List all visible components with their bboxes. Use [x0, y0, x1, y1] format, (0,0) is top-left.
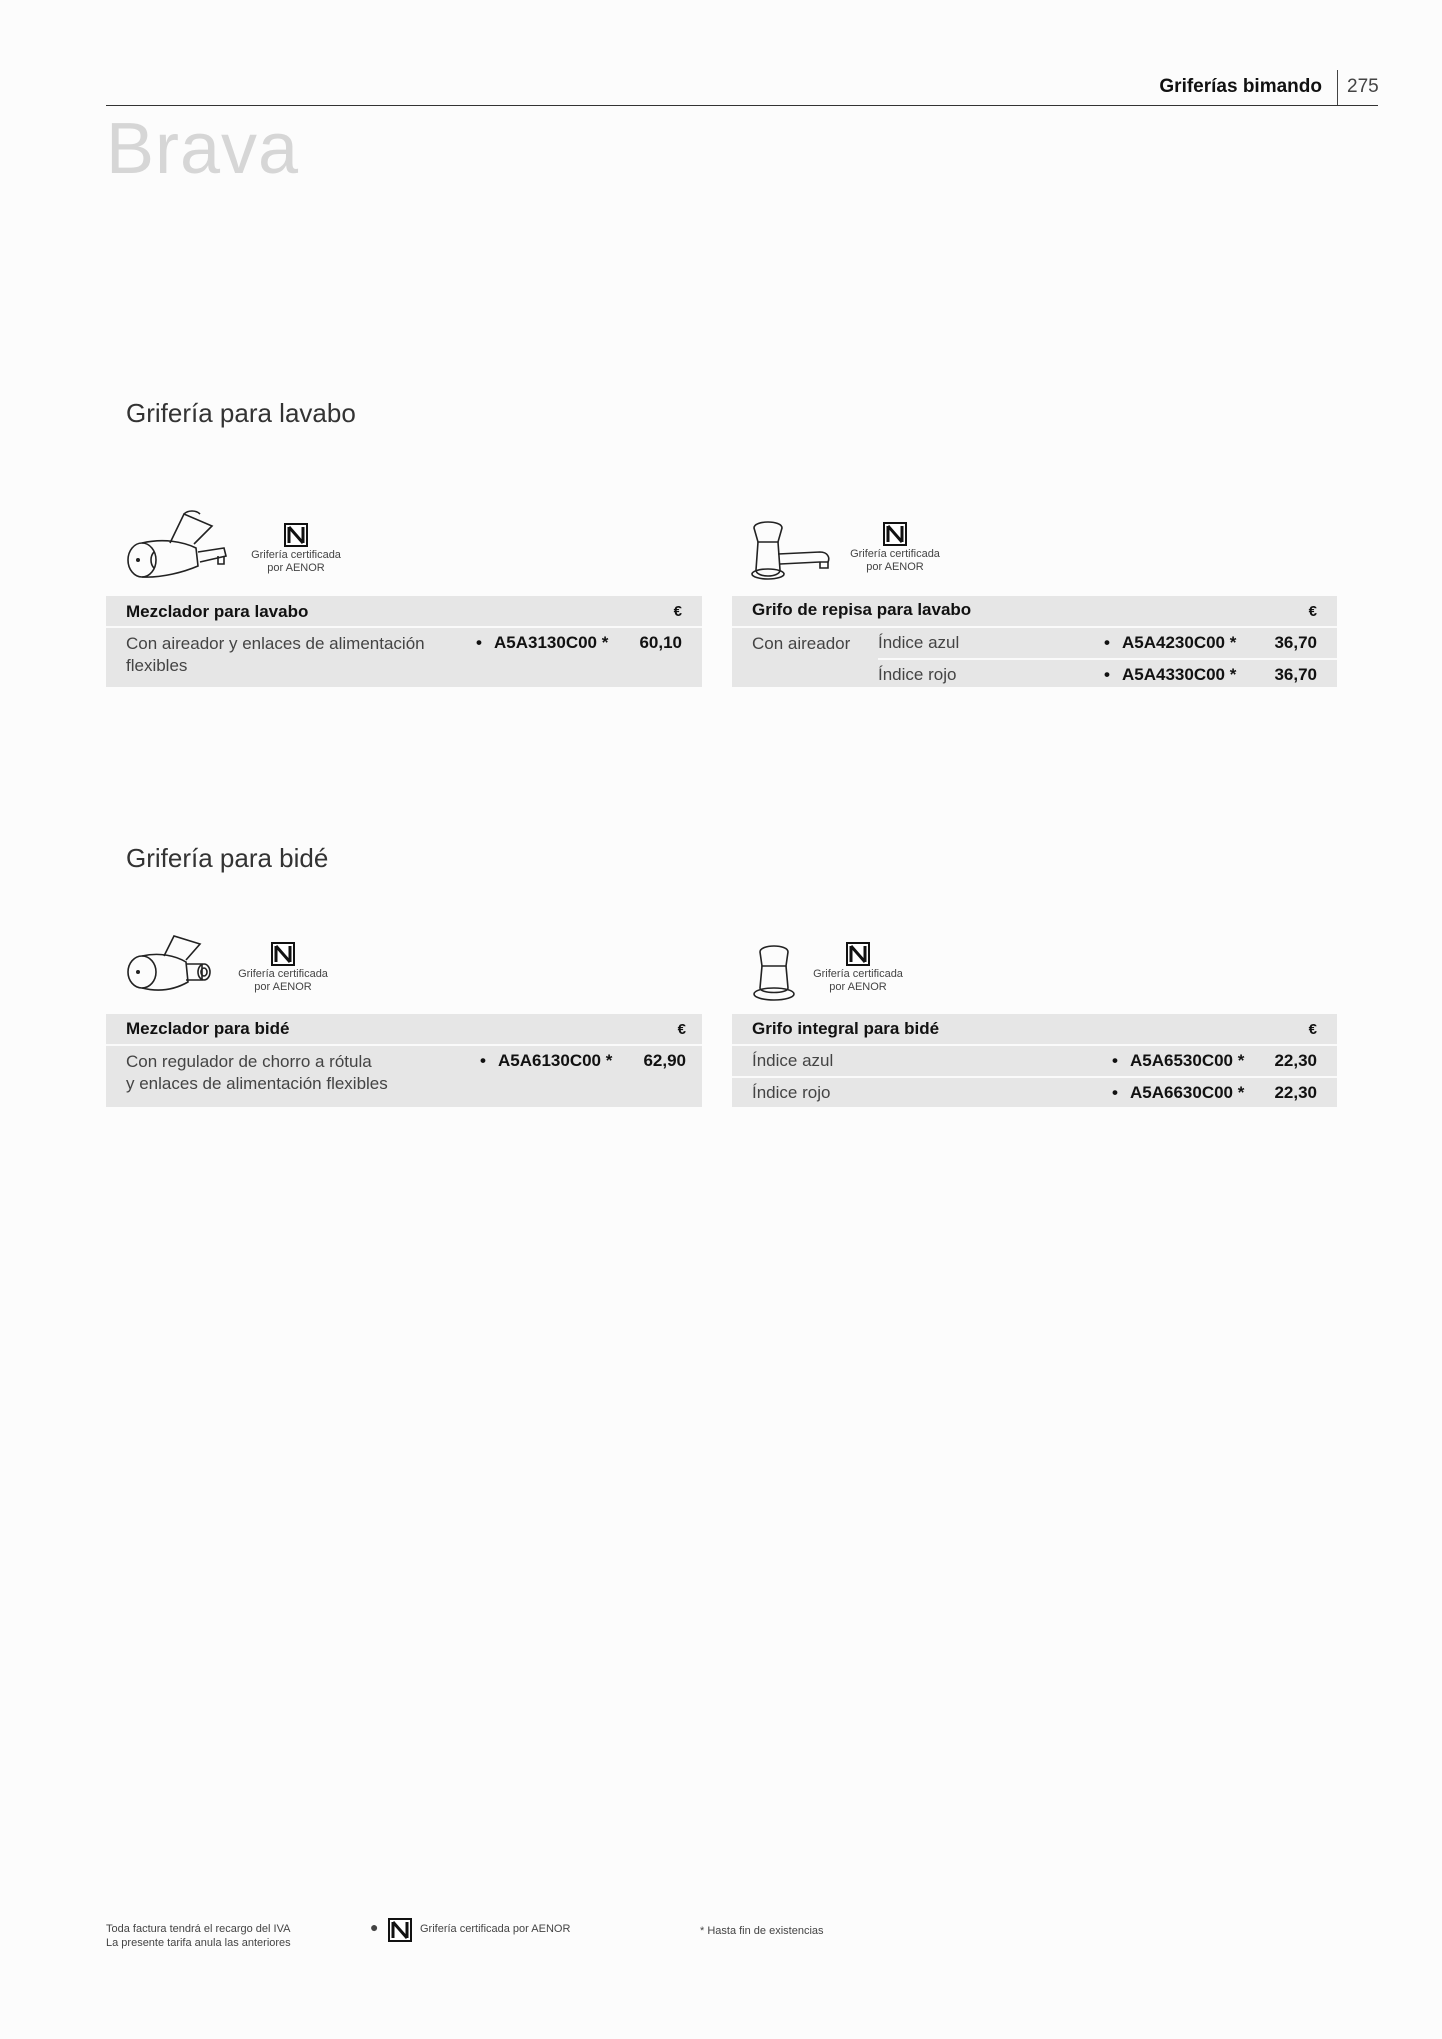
footer-legal-notes — [106, 1922, 291, 1950]
product-price: 60,10 — [639, 633, 682, 652]
header-rule — [106, 105, 1378, 106]
product-price: 22,30 — [1274, 1083, 1317, 1102]
aenor-cert-badge — [803, 942, 913, 994]
bullet-mark: • — [476, 633, 482, 652]
bullet-mark: • — [1104, 633, 1110, 652]
aenor-certification-icon — [271, 942, 295, 966]
product-block-grifo-repisa-lavabo — [732, 596, 1337, 687]
bullet-mark: • — [480, 1051, 486, 1070]
footer-stock-note: * Hasta fin de existencias — [700, 1925, 824, 1937]
product-row — [732, 628, 1337, 658]
product-name: Grifo de repisa para lavabo — [752, 600, 972, 619]
aenor-cert-badge — [241, 523, 351, 575]
bidet-mixer-illustration — [124, 930, 220, 1004]
variant-label: Índice rojo — [752, 1083, 831, 1102]
product-row — [732, 1046, 1337, 1076]
header-separator — [1337, 70, 1338, 106]
product-price: 36,70 — [1274, 665, 1317, 684]
product-price: 22,30 — [1274, 1051, 1317, 1070]
product-code: A5A4230C00 * — [1122, 633, 1237, 652]
variant-label: Índice azul — [878, 633, 960, 652]
bidet-tap-illustration — [750, 944, 802, 1004]
product-description: Con aireador — [752, 634, 851, 653]
mixer-basin-illustration — [124, 508, 232, 586]
cert-label-line1: Grifería certificada — [850, 548, 940, 560]
footer-line2: La presente tarifa anula las anteriores — [106, 1937, 291, 1949]
cert-label-line1: Grifería certificada — [251, 549, 341, 561]
bullet-mark: • — [1112, 1083, 1118, 1102]
variant-label: Índice azul — [752, 1051, 834, 1070]
product-row — [732, 1076, 1337, 1108]
product-row — [106, 1046, 702, 1106]
basin-tap-illustration — [748, 518, 834, 584]
product-name: Mezclador para bidé — [126, 1019, 290, 1038]
currency-label: € — [677, 1021, 686, 1038]
product-code: A5A6530C00 * — [1130, 1051, 1245, 1070]
aenor-cert-badge — [228, 942, 338, 994]
product-code: A5A6130C00 * — [498, 1051, 613, 1070]
product-description: Con aireador y enlaces de alimentación flexibles — [126, 634, 425, 675]
product-name: Mezclador para lavabo — [126, 602, 309, 621]
product-row — [106, 628, 702, 686]
product-code: A5A3130C00 * — [494, 633, 609, 652]
product-price: 36,70 — [1274, 633, 1317, 652]
section-title-bide: Grifería para bidé — [126, 843, 329, 873]
product-description: Con regulador de chorro a rótula y enlaces de alimentación flexibles — [126, 1052, 388, 1093]
aenor-cert-badge — [840, 522, 950, 574]
currency-label: € — [1308, 603, 1317, 620]
footer-line1: Toda factura tendrá el recargo del IVA — [106, 1923, 291, 1935]
cert-label-line2: por AENOR — [267, 562, 325, 574]
page-number: 275 — [1347, 76, 1379, 97]
aenor-certification-icon — [846, 942, 870, 966]
cert-label-line1: Grifería certificada — [813, 968, 903, 980]
aenor-certification-icon — [388, 1918, 412, 1942]
footer-cert-note: Grifería certificada por AENOR — [420, 1923, 571, 1935]
product-price: 62,90 — [643, 1051, 686, 1070]
section-header-title: Griferías bimando — [1159, 76, 1322, 97]
aenor-certification-icon — [284, 523, 308, 547]
cert-label-line2: por AENOR — [254, 981, 312, 993]
brand-title: Brava — [106, 109, 300, 189]
cert-label-line1: Grifería certificada — [238, 968, 328, 980]
currency-label: € — [673, 603, 682, 620]
footer-bullet: ● — [370, 1919, 379, 1935]
variant-label: Índice rojo — [878, 665, 957, 684]
aenor-certification-icon — [883, 522, 907, 546]
product-block-mezclador-bide — [106, 1014, 702, 1107]
product-code: A5A4330C00 * — [1122, 665, 1237, 684]
product-block-mezclador-lavabo — [106, 596, 702, 687]
product-block-grifo-integral-bide — [732, 1014, 1337, 1107]
currency-label: € — [1308, 1021, 1317, 1038]
product-code: A5A6630C00 * — [1130, 1083, 1245, 1102]
bullet-mark: • — [1104, 665, 1110, 684]
product-row — [878, 658, 1337, 690]
product-name: Grifo integral para bidé — [752, 1019, 940, 1038]
cert-label-line2: por AENOR — [829, 981, 887, 993]
bullet-mark: • — [1112, 1051, 1118, 1070]
cert-label-line2: por AENOR — [866, 561, 924, 573]
section-title-lavabo: Grifería para lavabo — [126, 398, 356, 428]
